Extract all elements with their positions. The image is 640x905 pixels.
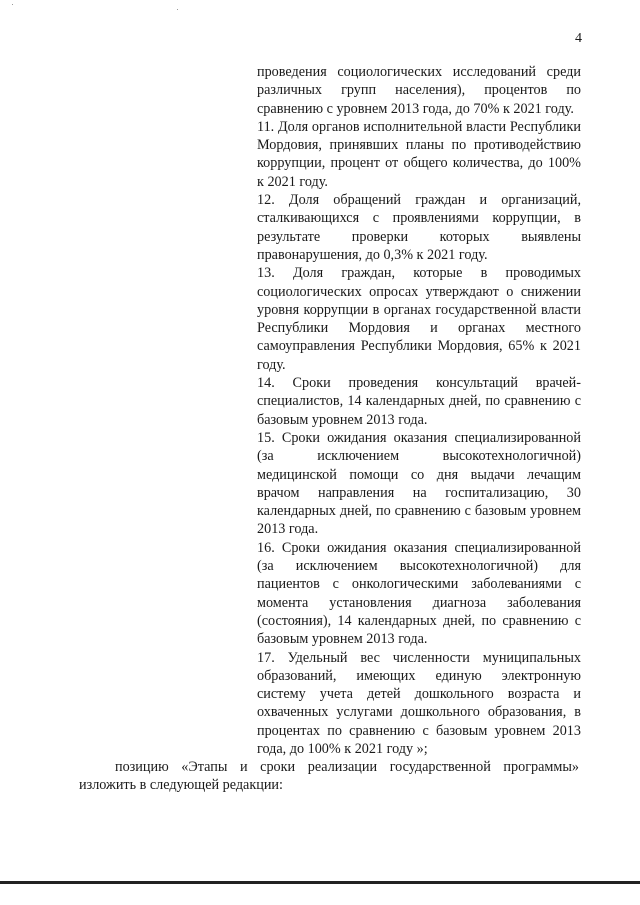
instruction-paragraph (79, 758, 579, 795)
scan-artifact (177, 9, 178, 10)
paragraph-continuation: проведения социологических исследований среди различных групп населения), процентов по сравнению с уровнем 2013 года, до 70% к 2021 году. (257, 64, 581, 117)
indicator-item-13: 13. Доля граждан, которые в проводимых социологических опросах утверждают о снижении уровня коррупции в органах государственной власти Республики Мордовия и органах местного самоуправления Республики Мордовия, 65% к 2021 году. (257, 265, 581, 373)
page-number: 4 (575, 31, 582, 46)
indicator-item-12: 12. Доля обращений граждан и организаций, сталкивающихся с проявлениями коррупции, в результате проверки которых выявлены правонарушения, до 0,3% к 2021 году. (257, 192, 581, 263)
scan-artifact (12, 4, 13, 5)
instruction-line-2: изложить в следующей редакции: (79, 777, 283, 794)
instruction-line-1: позицию «Этапы и сроки реализации государственной программы» (115, 759, 579, 775)
indicator-item-16: 16. Сроки ожидания оказания специализированной (за исключением высокотехнологичной) для пациентов с онкологическими заболеваниями с момента установления диагноза заболевания (состояния), 14 календарных дней, по сравнению с базовым уровнем 2013 года. (257, 539, 581, 648)
indicator-item-11: 11. Доля органов исполнительной власти Республики Мордовия, принявших планы по противодействию коррупции, процент от общего количества, до 100% к 2021 году. (257, 118, 581, 190)
indicator-item-15: 15. Сроки ожидания оказания специализированной (за исключением высокотехнологичной) медицинской помощи со дня выдачи лечащим врачом направления на госпитализацию, 30 календарных дней, по сравнению с базовым уровнем 2013 года. (257, 429, 581, 538)
indicator-item-14: 14. Сроки проведения консультаций врачей-специалистов, 14 календарных дней, по сравнению с базовым уровнем 2013 года. (257, 375, 581, 428)
indicator-item-17: 17. Удельный вес численности муниципальных образований, имеющих единую электронную систему учета детей дошкольного возраста и охваченных услугами дошкольного образования, в процентах по сравнению с базовым уровнем 2013 года, до 100% к 2021 году »; (257, 649, 581, 757)
indicator-list (257, 63, 581, 758)
scan-bottom-edge (0, 881, 640, 884)
